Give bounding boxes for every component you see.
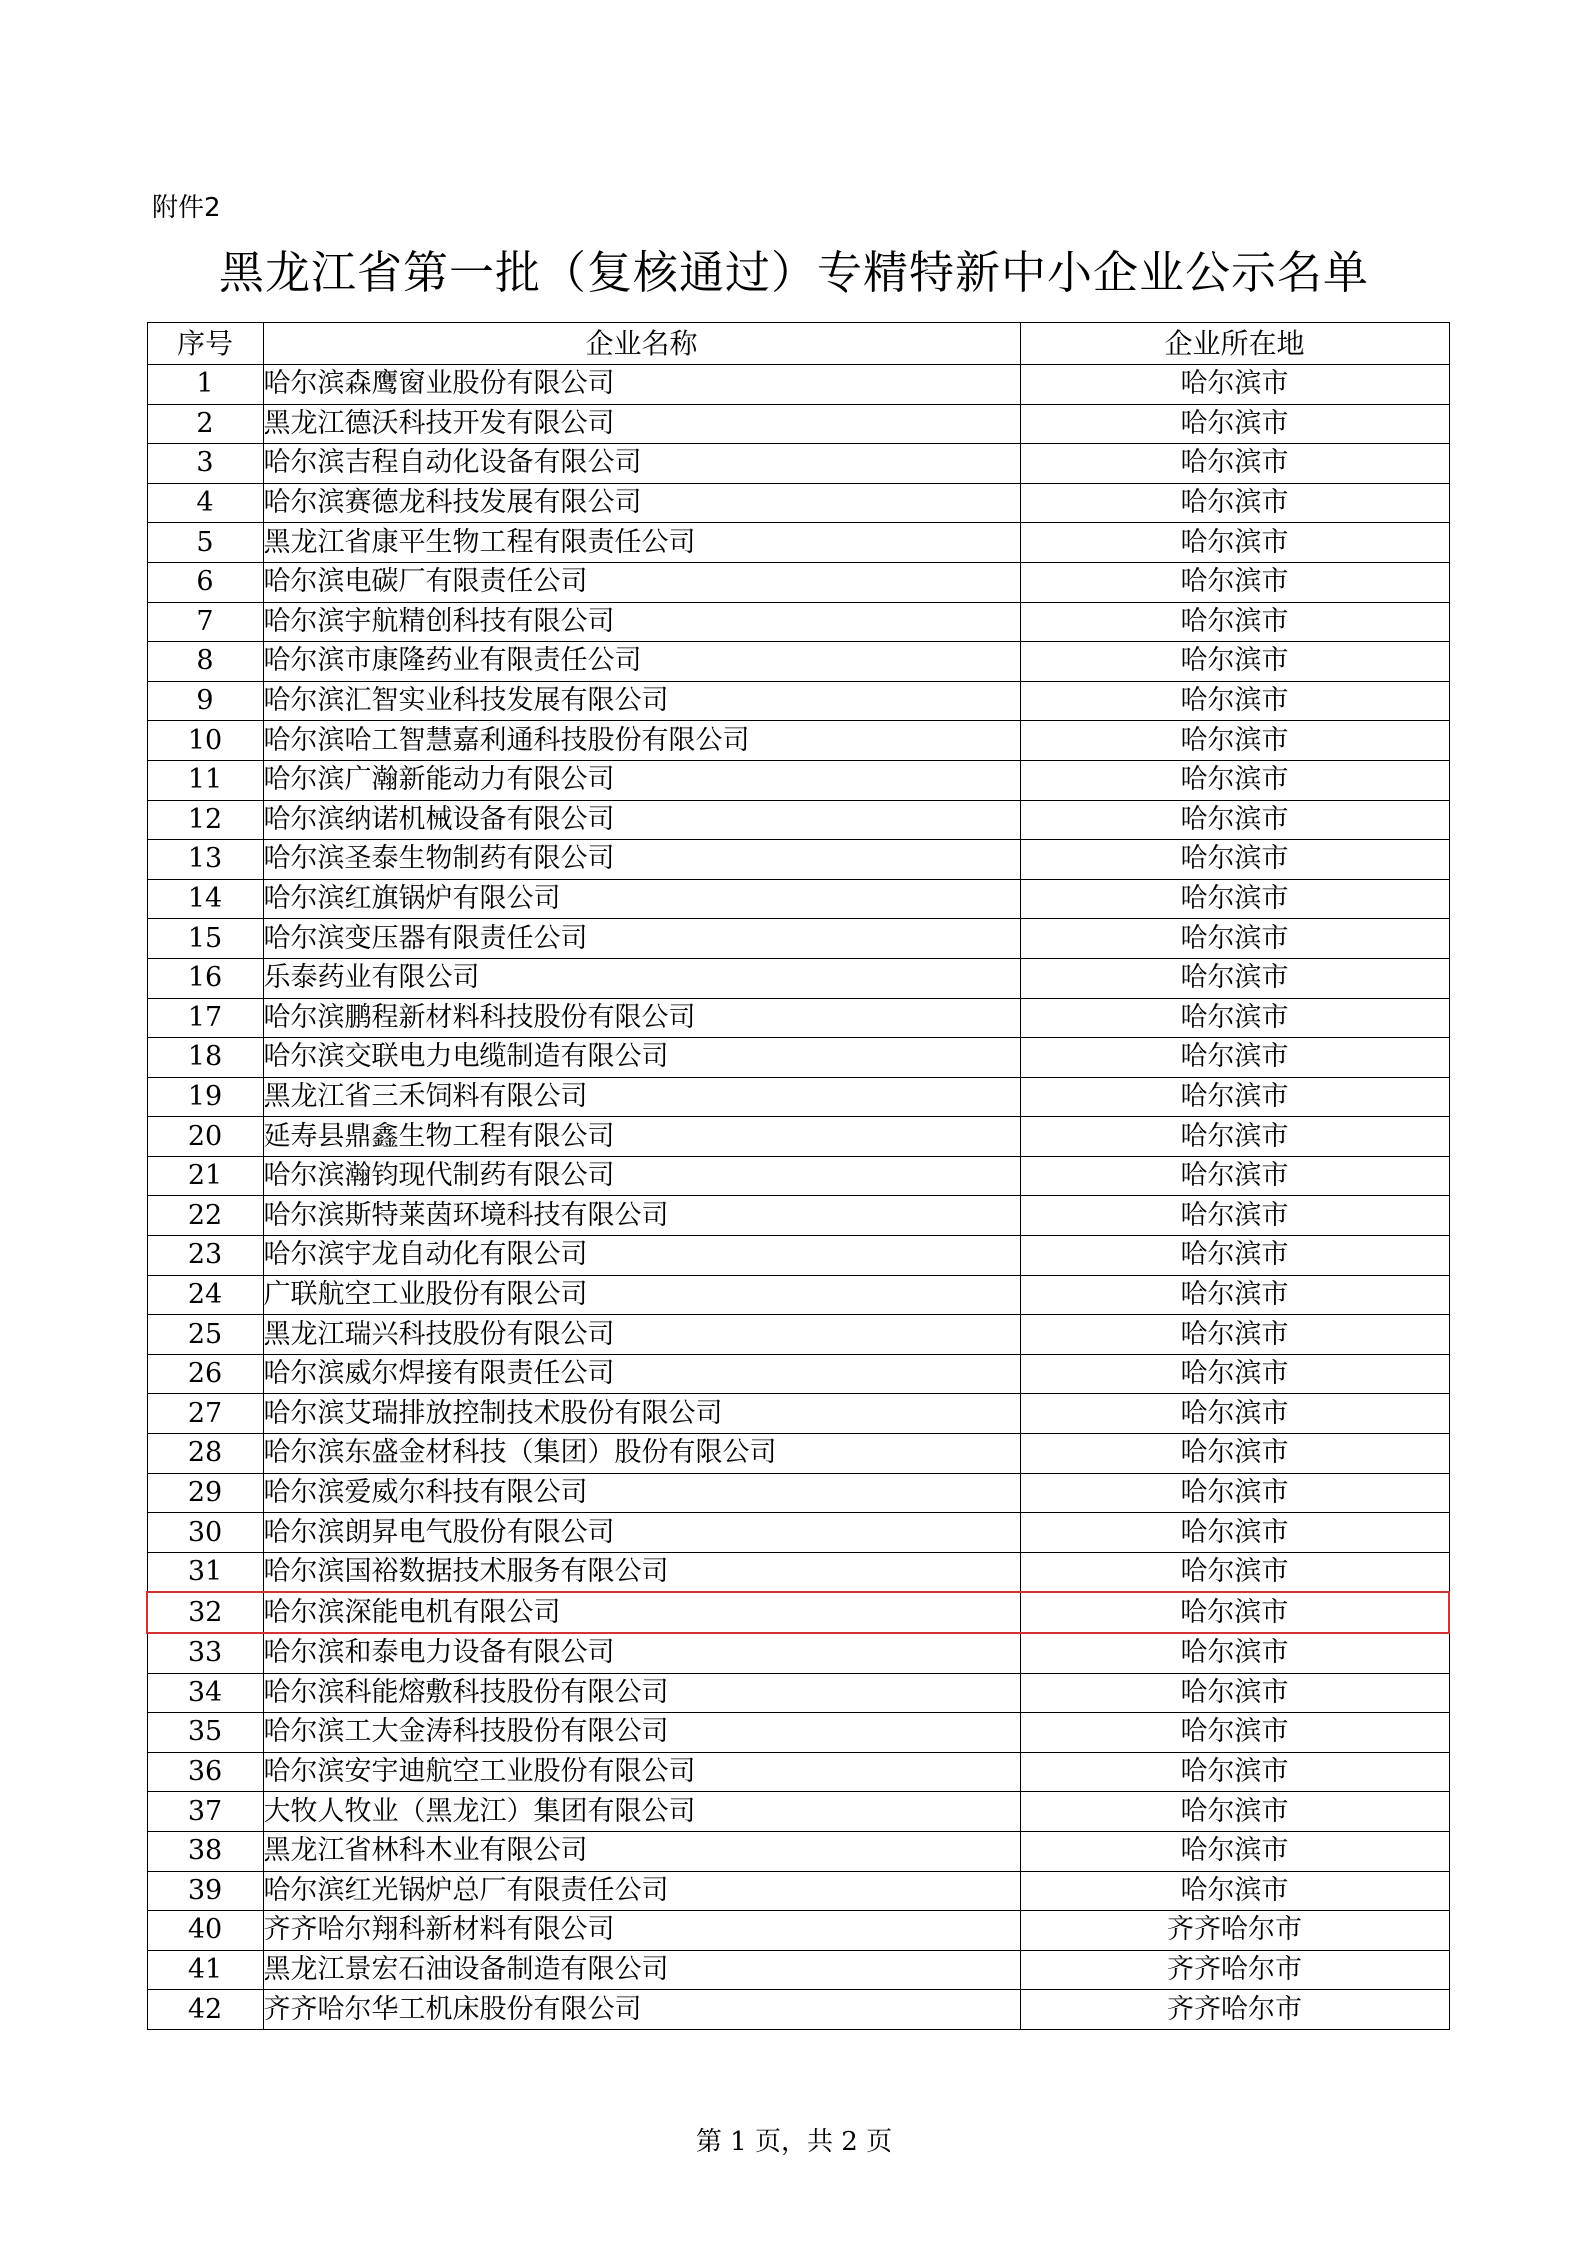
company-location-cell: 哈尔滨市 (1020, 523, 1449, 563)
company-name-cell: 哈尔滨瀚钧现代制药有限公司 (263, 1156, 1020, 1196)
company-name-cell: 大牧人牧业（黑龙江）集团有限公司 (263, 1792, 1020, 1832)
row-index-cell: 13 (147, 840, 263, 880)
table-row (147, 1236, 1449, 1276)
row-index-cell: 18 (147, 1038, 263, 1078)
row-index-cell: 38 (147, 1831, 263, 1871)
company-name-cell: 哈尔滨圣泰生物制药有限公司 (263, 840, 1020, 880)
row-index-cell: 32 (147, 1592, 263, 1633)
row-index-cell: 24 (147, 1275, 263, 1315)
table-row (147, 1990, 1449, 2030)
company-location-cell: 哈尔滨市 (1020, 1713, 1449, 1753)
table-row (147, 1871, 1449, 1911)
company-location-cell: 哈尔滨市 (1020, 840, 1449, 880)
company-name-cell: 哈尔滨安宇迪航空工业股份有限公司 (263, 1752, 1020, 1792)
company-name-cell: 延寿县鼎鑫生物工程有限公司 (263, 1117, 1020, 1157)
company-name-cell: 黑龙江省三禾饲料有限公司 (263, 1077, 1020, 1117)
row-index-cell: 8 (147, 642, 263, 682)
company-location-cell: 哈尔滨市 (1020, 444, 1449, 484)
company-name-cell: 哈尔滨赛德龙科技发展有限公司 (263, 483, 1020, 523)
company-name-cell: 哈尔滨朗昇电气股份有限公司 (263, 1513, 1020, 1553)
row-index-cell: 42 (147, 1990, 263, 2030)
company-name-cell: 哈尔滨科能熔敷科技股份有限公司 (263, 1673, 1020, 1713)
company-name-cell: 黑龙江瑞兴科技股份有限公司 (263, 1315, 1020, 1355)
company-name-cell: 哈尔滨宇龙自动化有限公司 (263, 1236, 1020, 1276)
company-location-cell: 哈尔滨市 (1020, 919, 1449, 959)
row-index-cell: 20 (147, 1117, 263, 1157)
table-row (147, 562, 1449, 602)
row-index-cell: 19 (147, 1077, 263, 1117)
row-index-cell: 7 (147, 602, 263, 642)
company-location-cell: 哈尔滨市 (1020, 1156, 1449, 1196)
table-row (147, 1038, 1449, 1078)
company-location-cell: 齐齐哈尔市 (1020, 1950, 1449, 1990)
row-index-cell: 15 (147, 919, 263, 959)
company-location-cell: 哈尔滨市 (1020, 1354, 1449, 1394)
company-name-cell: 黑龙江景宏石油设备制造有限公司 (263, 1950, 1020, 1990)
company-location-cell: 哈尔滨市 (1020, 1236, 1449, 1276)
table-row (147, 1156, 1449, 1196)
company-name-cell: 黑龙江省康平生物工程有限责任公司 (263, 523, 1020, 563)
row-index-cell: 40 (147, 1911, 263, 1951)
enterprise-table (146, 322, 1450, 2030)
row-index-cell: 26 (147, 1354, 263, 1394)
table-row (147, 1673, 1449, 1713)
company-name-cell: 哈尔滨电碳厂有限责任公司 (263, 562, 1020, 602)
company-location-cell: 哈尔滨市 (1020, 879, 1449, 919)
row-index-cell: 39 (147, 1871, 263, 1911)
table-row-highlighted (147, 1592, 1449, 1633)
company-location-cell: 哈尔滨市 (1020, 1871, 1449, 1911)
row-index-cell: 4 (147, 483, 263, 523)
table-row (147, 800, 1449, 840)
company-name-cell: 哈尔滨宇航精创科技有限公司 (263, 602, 1020, 642)
company-location-cell: 哈尔滨市 (1020, 1117, 1449, 1157)
company-name-cell: 哈尔滨变压器有限责任公司 (263, 919, 1020, 959)
row-index-cell: 37 (147, 1792, 263, 1832)
row-index-cell: 14 (147, 879, 263, 919)
table-header-row (147, 323, 1449, 365)
company-name-cell: 哈尔滨和泰电力设备有限公司 (263, 1633, 1020, 1673)
company-location-cell: 哈尔滨市 (1020, 1792, 1449, 1832)
row-index-cell: 2 (147, 404, 263, 444)
table-row (147, 483, 1449, 523)
page-footer: 第 1 页，共 2 页 (695, 2127, 893, 2157)
attachment-label: 附件2 (152, 193, 221, 223)
table-row (147, 958, 1449, 998)
table-row (147, 523, 1449, 563)
column-header-index: 序号 (147, 323, 263, 365)
table-row (147, 879, 1449, 919)
row-index-cell: 36 (147, 1752, 263, 1792)
company-location-cell: 哈尔滨市 (1020, 1752, 1449, 1792)
row-index-cell: 3 (147, 444, 263, 484)
row-index-cell: 16 (147, 958, 263, 998)
company-name-cell: 哈尔滨广瀚新能动力有限公司 (263, 760, 1020, 800)
company-name-cell: 哈尔滨森鹰窗业股份有限公司 (263, 365, 1020, 405)
row-index-cell: 34 (147, 1673, 263, 1713)
company-name-cell: 黑龙江德沃科技开发有限公司 (263, 404, 1020, 444)
document-title: 黑龙江省第一批（复核通过）专精特新中小企业公示名单 (218, 246, 1369, 299)
company-location-cell: 哈尔滨市 (1020, 1275, 1449, 1315)
company-name-cell: 哈尔滨鹏程新材料科技股份有限公司 (263, 998, 1020, 1038)
table-row (147, 1713, 1449, 1753)
company-name-cell: 齐齐哈尔翔科新材料有限公司 (263, 1911, 1020, 1951)
company-location-cell: 哈尔滨市 (1020, 404, 1449, 444)
company-location-cell: 哈尔滨市 (1020, 562, 1449, 602)
table-row (147, 1552, 1449, 1592)
company-location-cell: 哈尔滨市 (1020, 1552, 1449, 1592)
table-row (147, 1473, 1449, 1513)
column-header-location: 企业所在地 (1020, 323, 1449, 365)
company-location-cell: 哈尔滨市 (1020, 721, 1449, 761)
company-name-cell: 哈尔滨红旗锅炉有限公司 (263, 879, 1020, 919)
company-name-cell: 哈尔滨吉程自动化设备有限公司 (263, 444, 1020, 484)
company-name-cell: 哈尔滨斯特莱茵环境科技有限公司 (263, 1196, 1020, 1236)
company-location-cell: 哈尔滨市 (1020, 1673, 1449, 1713)
row-index-cell: 5 (147, 523, 263, 563)
table-row (147, 1434, 1449, 1474)
row-index-cell: 29 (147, 1473, 263, 1513)
company-location-cell: 哈尔滨市 (1020, 1077, 1449, 1117)
table-row (147, 1752, 1449, 1792)
company-name-cell: 哈尔滨哈工智慧嘉利通科技股份有限公司 (263, 721, 1020, 761)
company-location-cell: 哈尔滨市 (1020, 760, 1449, 800)
table-row (147, 1117, 1449, 1157)
row-index-cell: 6 (147, 562, 263, 602)
table-row (147, 642, 1449, 682)
company-name-cell: 哈尔滨威尔焊接有限责任公司 (263, 1354, 1020, 1394)
table-row (147, 1911, 1449, 1951)
company-location-cell: 哈尔滨市 (1020, 365, 1449, 405)
row-index-cell: 35 (147, 1713, 263, 1753)
row-index-cell: 9 (147, 681, 263, 721)
table-row (147, 365, 1449, 405)
table-row (147, 1950, 1449, 1990)
company-location-cell: 哈尔滨市 (1020, 1315, 1449, 1355)
company-name-cell: 哈尔滨东盛金材科技（集团）股份有限公司 (263, 1434, 1020, 1474)
table-row (147, 1513, 1449, 1553)
company-name-cell: 哈尔滨交联电力电缆制造有限公司 (263, 1038, 1020, 1078)
row-index-cell: 22 (147, 1196, 263, 1236)
company-name-cell: 哈尔滨汇智实业科技发展有限公司 (263, 681, 1020, 721)
row-index-cell: 28 (147, 1434, 263, 1474)
row-index-cell: 31 (147, 1552, 263, 1592)
row-index-cell: 23 (147, 1236, 263, 1276)
table-row (147, 1315, 1449, 1355)
table-row (147, 1633, 1449, 1673)
company-name-cell: 哈尔滨深能电机有限公司 (263, 1592, 1020, 1633)
table-row (147, 721, 1449, 761)
table-row (147, 681, 1449, 721)
table-row (147, 1354, 1449, 1394)
company-name-cell: 齐齐哈尔华工机床股份有限公司 (263, 1990, 1020, 2030)
company-location-cell: 哈尔滨市 (1020, 1394, 1449, 1434)
table-row (147, 1077, 1449, 1117)
company-location-cell: 哈尔滨市 (1020, 800, 1449, 840)
company-name-cell: 黑龙江省林科木业有限公司 (263, 1831, 1020, 1871)
company-name-cell: 哈尔滨纳诺机械设备有限公司 (263, 800, 1020, 840)
company-location-cell: 哈尔滨市 (1020, 1831, 1449, 1871)
row-index-cell: 41 (147, 1950, 263, 1990)
row-index-cell: 21 (147, 1156, 263, 1196)
table-row (147, 602, 1449, 642)
row-index-cell: 30 (147, 1513, 263, 1553)
table-row (147, 1394, 1449, 1434)
company-location-cell: 哈尔滨市 (1020, 1038, 1449, 1078)
table-row (147, 840, 1449, 880)
company-location-cell: 哈尔滨市 (1020, 1196, 1449, 1236)
company-location-cell: 哈尔滨市 (1020, 642, 1449, 682)
company-name-cell: 广联航空工业股份有限公司 (263, 1275, 1020, 1315)
company-location-cell: 哈尔滨市 (1020, 602, 1449, 642)
row-index-cell: 1 (147, 365, 263, 405)
table-row (147, 1831, 1449, 1871)
company-name-cell: 哈尔滨市康隆药业有限责任公司 (263, 642, 1020, 682)
company-location-cell: 齐齐哈尔市 (1020, 1990, 1449, 2030)
company-location-cell: 齐齐哈尔市 (1020, 1911, 1449, 1951)
table-row (147, 404, 1449, 444)
table-row (147, 919, 1449, 959)
row-index-cell: 12 (147, 800, 263, 840)
row-index-cell: 10 (147, 721, 263, 761)
company-location-cell: 哈尔滨市 (1020, 483, 1449, 523)
table-row (147, 444, 1449, 484)
company-name-cell: 哈尔滨国裕数据技术服务有限公司 (263, 1552, 1020, 1592)
company-name-cell: 乐泰药业有限公司 (263, 958, 1020, 998)
table-row (147, 998, 1449, 1038)
company-location-cell: 哈尔滨市 (1020, 998, 1449, 1038)
company-name-cell: 哈尔滨工大金涛科技股份有限公司 (263, 1713, 1020, 1753)
table-row (147, 1275, 1449, 1315)
company-location-cell: 哈尔滨市 (1020, 1513, 1449, 1553)
company-location-cell: 哈尔滨市 (1020, 1473, 1449, 1513)
table-row (147, 1792, 1449, 1832)
table-row (147, 1196, 1449, 1236)
company-location-cell: 哈尔滨市 (1020, 1633, 1449, 1673)
table-row (147, 760, 1449, 800)
company-location-cell: 哈尔滨市 (1020, 1592, 1449, 1633)
company-name-cell: 哈尔滨红光锅炉总厂有限责任公司 (263, 1871, 1020, 1911)
company-location-cell: 哈尔滨市 (1020, 681, 1449, 721)
company-name-cell: 哈尔滨艾瑞排放控制技术股份有限公司 (263, 1394, 1020, 1434)
company-name-cell: 哈尔滨爱威尔科技有限公司 (263, 1473, 1020, 1513)
row-index-cell: 25 (147, 1315, 263, 1355)
row-index-cell: 33 (147, 1633, 263, 1673)
column-header-company-name: 企业名称 (263, 323, 1020, 365)
company-location-cell: 哈尔滨市 (1020, 1434, 1449, 1474)
row-index-cell: 11 (147, 760, 263, 800)
table-body (147, 365, 1449, 2030)
row-index-cell: 17 (147, 998, 263, 1038)
company-location-cell: 哈尔滨市 (1020, 958, 1449, 998)
row-index-cell: 27 (147, 1394, 263, 1434)
